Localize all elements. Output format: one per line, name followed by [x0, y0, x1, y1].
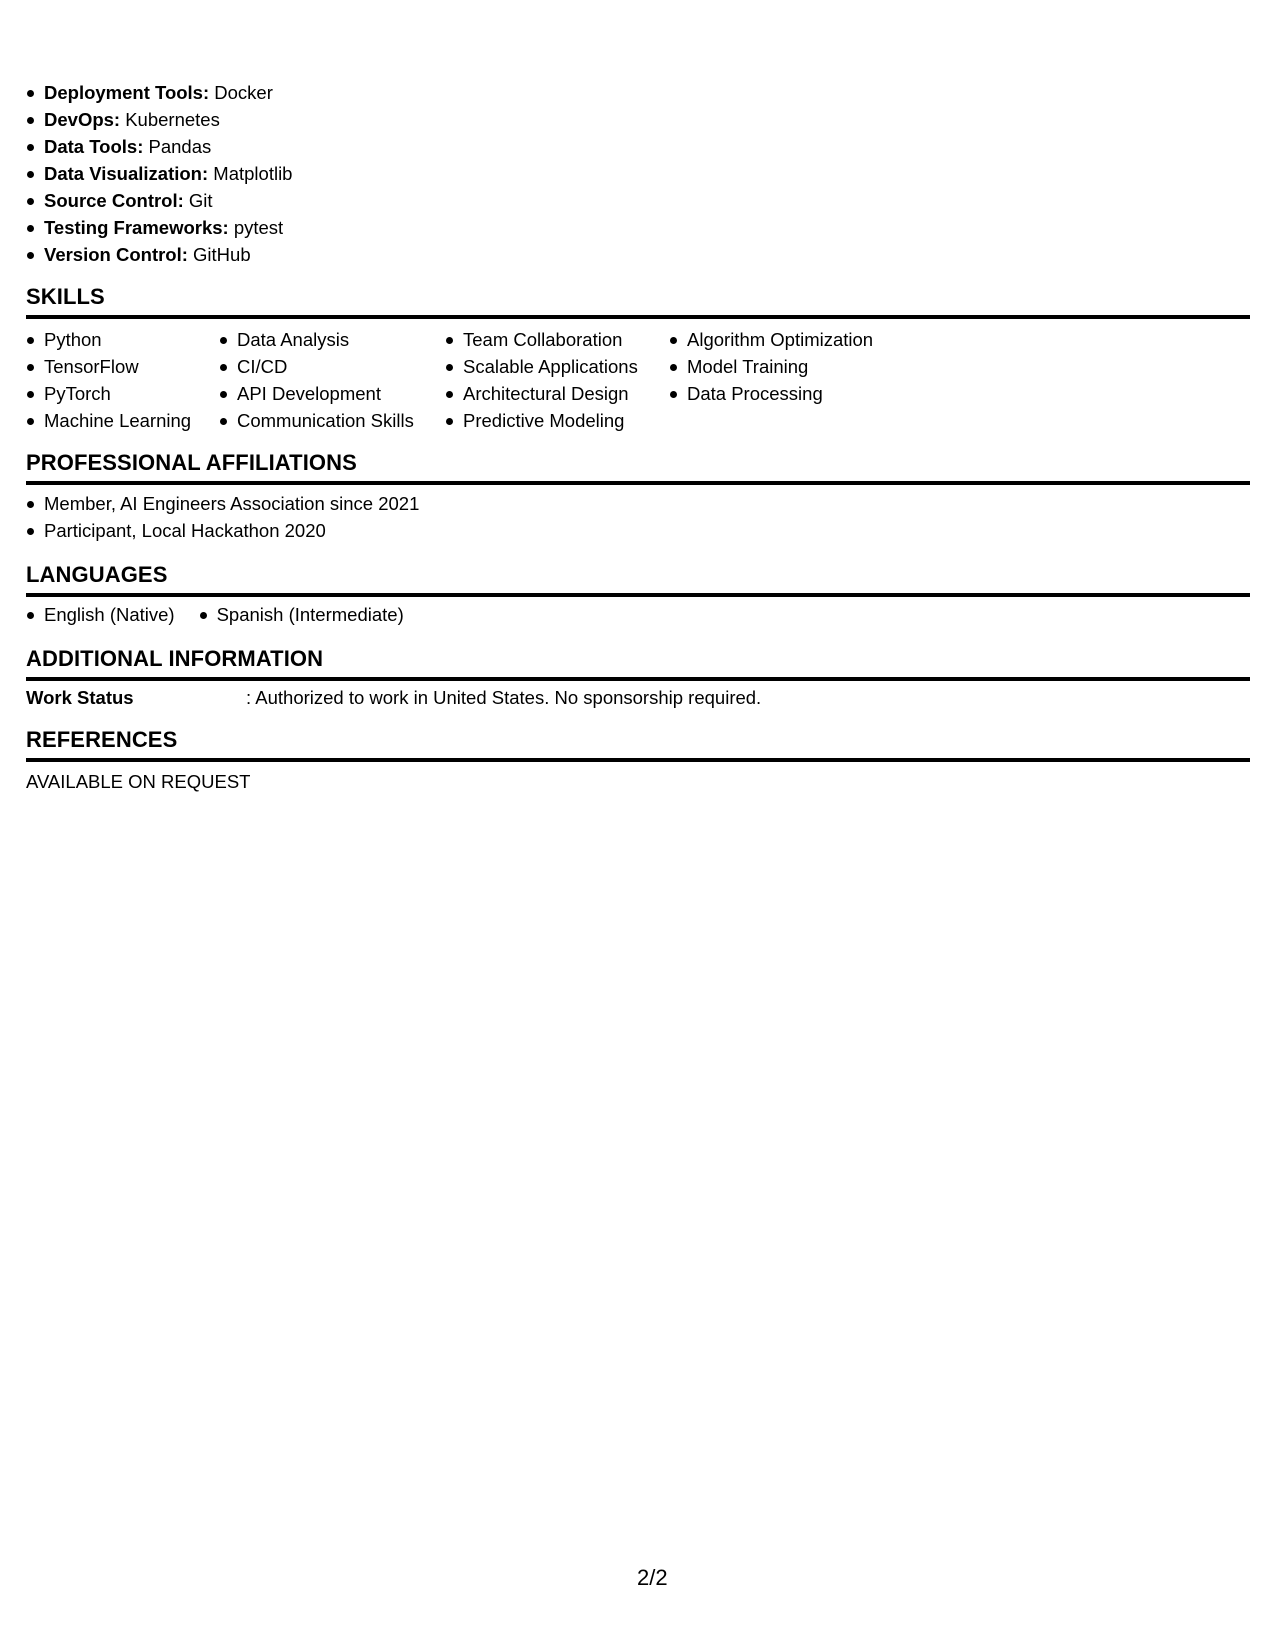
- skill-item: Data Processing: [669, 380, 909, 407]
- skill-item: CI/CD: [219, 353, 445, 380]
- tool-value: Matplotlib: [208, 163, 293, 184]
- list-item: [26, 106, 292, 133]
- skill-item: Machine Learning: [26, 407, 219, 434]
- language-item: Spanish (Intermediate): [199, 601, 404, 628]
- tool-value: Git: [183, 190, 213, 211]
- tool-label: Testing Frameworks:: [44, 217, 229, 238]
- skills-column: [26, 326, 219, 434]
- tool-value: Docker: [209, 82, 273, 103]
- tool-value: Pandas: [143, 136, 212, 157]
- languages-list: [26, 601, 428, 628]
- skill-item: TensorFlow: [26, 353, 219, 380]
- skills-column: [445, 326, 669, 434]
- tool-value: GitHub: [187, 244, 251, 265]
- work-status-value: : Authorized to work in United States. No sponsorship required.: [246, 687, 762, 708]
- skill-item: Predictive Modeling: [445, 407, 669, 434]
- list-item: [26, 214, 292, 241]
- list-item: [26, 187, 292, 214]
- list-item: [26, 241, 292, 268]
- affiliations-heading: PROFESSIONAL AFFILIATIONS: [26, 450, 1250, 485]
- affiliation-item: Participant, Local Hackathon 2020: [26, 517, 419, 544]
- work-status-label: Work Status: [26, 687, 134, 708]
- skill-item: Data Analysis: [219, 326, 445, 353]
- tool-label: Version Control:: [44, 244, 188, 265]
- references-text: AVAILABLE ON REQUEST: [26, 771, 251, 792]
- tool-label: Data Tools:: [44, 136, 144, 157]
- skill-item: Python: [26, 326, 219, 353]
- skill-item: PyTorch: [26, 380, 219, 407]
- affiliations-list: [26, 490, 419, 544]
- tool-label: Source Control:: [44, 190, 184, 211]
- skill-item: Scalable Applications: [445, 353, 669, 380]
- skills-heading: SKILLS: [26, 284, 1250, 319]
- skill-item: Algorithm Optimization: [669, 326, 909, 353]
- page-number: 2/2: [637, 1565, 668, 1590]
- affiliation-item: Member, AI Engineers Association since 2021: [26, 490, 419, 517]
- skill-item: Architectural Design: [445, 380, 669, 407]
- skill-item: Model Training: [669, 353, 909, 380]
- list-item: [26, 133, 292, 160]
- tool-value: Kubernetes: [120, 109, 220, 130]
- resume-page: [26, 0, 1250, 1650]
- work-status-row: [26, 684, 761, 711]
- skill-item: API Development: [219, 380, 445, 407]
- languages-heading: LANGUAGES: [26, 562, 1250, 597]
- skill-item: Team Collaboration: [445, 326, 669, 353]
- tool-label: DevOps:: [44, 109, 121, 130]
- references-heading: REFERENCES: [26, 727, 1250, 762]
- tools-list: [26, 79, 292, 268]
- list-item: [26, 160, 292, 187]
- tool-label: Data Visualization:: [44, 163, 209, 184]
- list-item: [26, 79, 292, 106]
- language-item: English (Native): [26, 601, 175, 628]
- tool-value: pytest: [228, 217, 284, 238]
- skills-column: [219, 326, 445, 434]
- additional-info-heading: ADDITIONAL INFORMATION: [26, 646, 1250, 681]
- skills-grid: [26, 326, 909, 434]
- skills-column: [669, 326, 909, 434]
- tool-label: Deployment Tools:: [44, 82, 210, 103]
- skill-item: Communication Skills: [219, 407, 445, 434]
